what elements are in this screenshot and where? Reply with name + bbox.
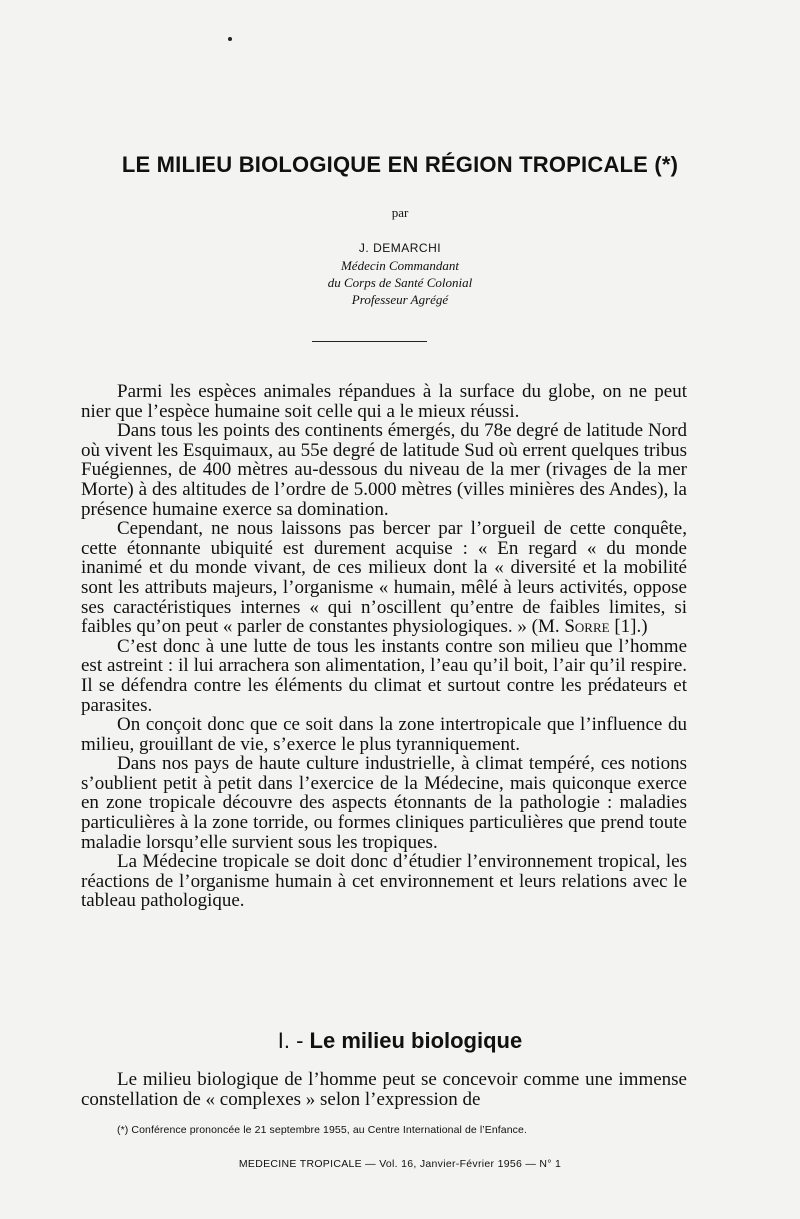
- paragraph-3-text: Cependant, ne nous laissons pas bercer par l’orgueil de cette conquête, cette étonnante ubiquité est durement acquise : « En regard « du monde inanimé et du monde vivant, de ces milieux dont la « diversité et la mobilité sont les attributs majeurs, l’organisme « humain, mêlé à leurs activités, oppose ses caractéristiques internes « qui n’oscillent qu’entre de faibles limites, si faibles qu’on peut « parler de constantes physiologiques. » (M.: [81, 518, 687, 638]
- section-number: I. -: [277, 1028, 304, 1053]
- paragraph-4: C’est donc à une lutte de tous les instants contre son milieu que l’homme est astreint : il lui arrachera son alimentation, l’eau qu’il boit, l’air qu’il respire. Il se défendra contre les éléments du climat et surtout contre les prédateurs et parasites.: [81, 635, 687, 716]
- paragraph-6: Dans nos pays de haute culture industrielle, à climat tempéré, ces notions s’oublient petit à petit dans l’exercice de la Médecine, mais quiconque exerce en zone tropicale découvre des aspects étonnants de la pathologie : maladies particulières à la zone torride, ou formes cliniques particulières que prend toute maladie lorsqu’elle survient sous les tropiques.: [81, 753, 687, 853]
- section-heading: [0, 1028, 800, 1054]
- paragraph-2: Dans tous les points des continents émergés, du 78e degré de latitude Nord où vivent les Esquimaux, au 55e degré de latitude Sud où errent quelques tribus Fuégiennes, de 400 mètres au-dessous du niveau de la mer (rivages de la mer Morte) à des altitudes de l’ordre de 5.000 mètres (villes minières des Andes), la présence humaine exerce sa domination.: [81, 420, 687, 520]
- cited-author: Sorre: [564, 616, 610, 638]
- article-body: [81, 382, 687, 911]
- author-role-line-3: Professeur Agrégé: [351, 292, 449, 307]
- author-role-line-2: du Corps de Santé Colonial: [327, 275, 473, 290]
- author-role-line-1: Médecin Commandant: [340, 258, 460, 273]
- citation-ref: [1].): [614, 616, 648, 638]
- print-speck: [228, 37, 232, 41]
- article-title: LE MILIEU BIOLOGIQUE EN RÉGION TROPICALE (*): [121, 152, 679, 177]
- byline: par: [391, 205, 409, 220]
- author-name: J. DEMARCHI: [358, 241, 442, 255]
- paragraph-5: On conçoit donc que ce soit dans la zone intertropicale que l’influence du milieu, grouillant de vie, s’exerce le plus tyranniquement.: [81, 714, 687, 755]
- section-body: [81, 1070, 687, 1109]
- section-title: Le milieu biologique: [309, 1028, 523, 1053]
- paragraph-1: Parmi les espèces animales répandues à la surface du globe, on ne peut nier que l’espèce humaine soit celle qui a le mieux réussi.: [81, 381, 687, 422]
- section-paragraph-1: Le milieu biologique de l’homme peut se concevoir comme une immense constellation de « complexes » selon l’expression de: [81, 1069, 687, 1110]
- paragraph-7: La Médecine tropicale se doit donc d’étudier l’environnement tropical, les réactions de l’organisme humain à cet environnement et leurs relations avec le tableau pathologique.: [81, 851, 687, 912]
- paragraph-3: [81, 519, 687, 637]
- separator-rule: [312, 341, 427, 342]
- author-block: [270, 240, 530, 308]
- page-footer: MEDECINE TROPICALE — Vol. 16, Janvier-Février 1956 — N° 1: [238, 1158, 562, 1170]
- footnote: (*) Conférence prononcée le 21 septembre 1955, au Centre International de l’Enfance.: [117, 1124, 527, 1136]
